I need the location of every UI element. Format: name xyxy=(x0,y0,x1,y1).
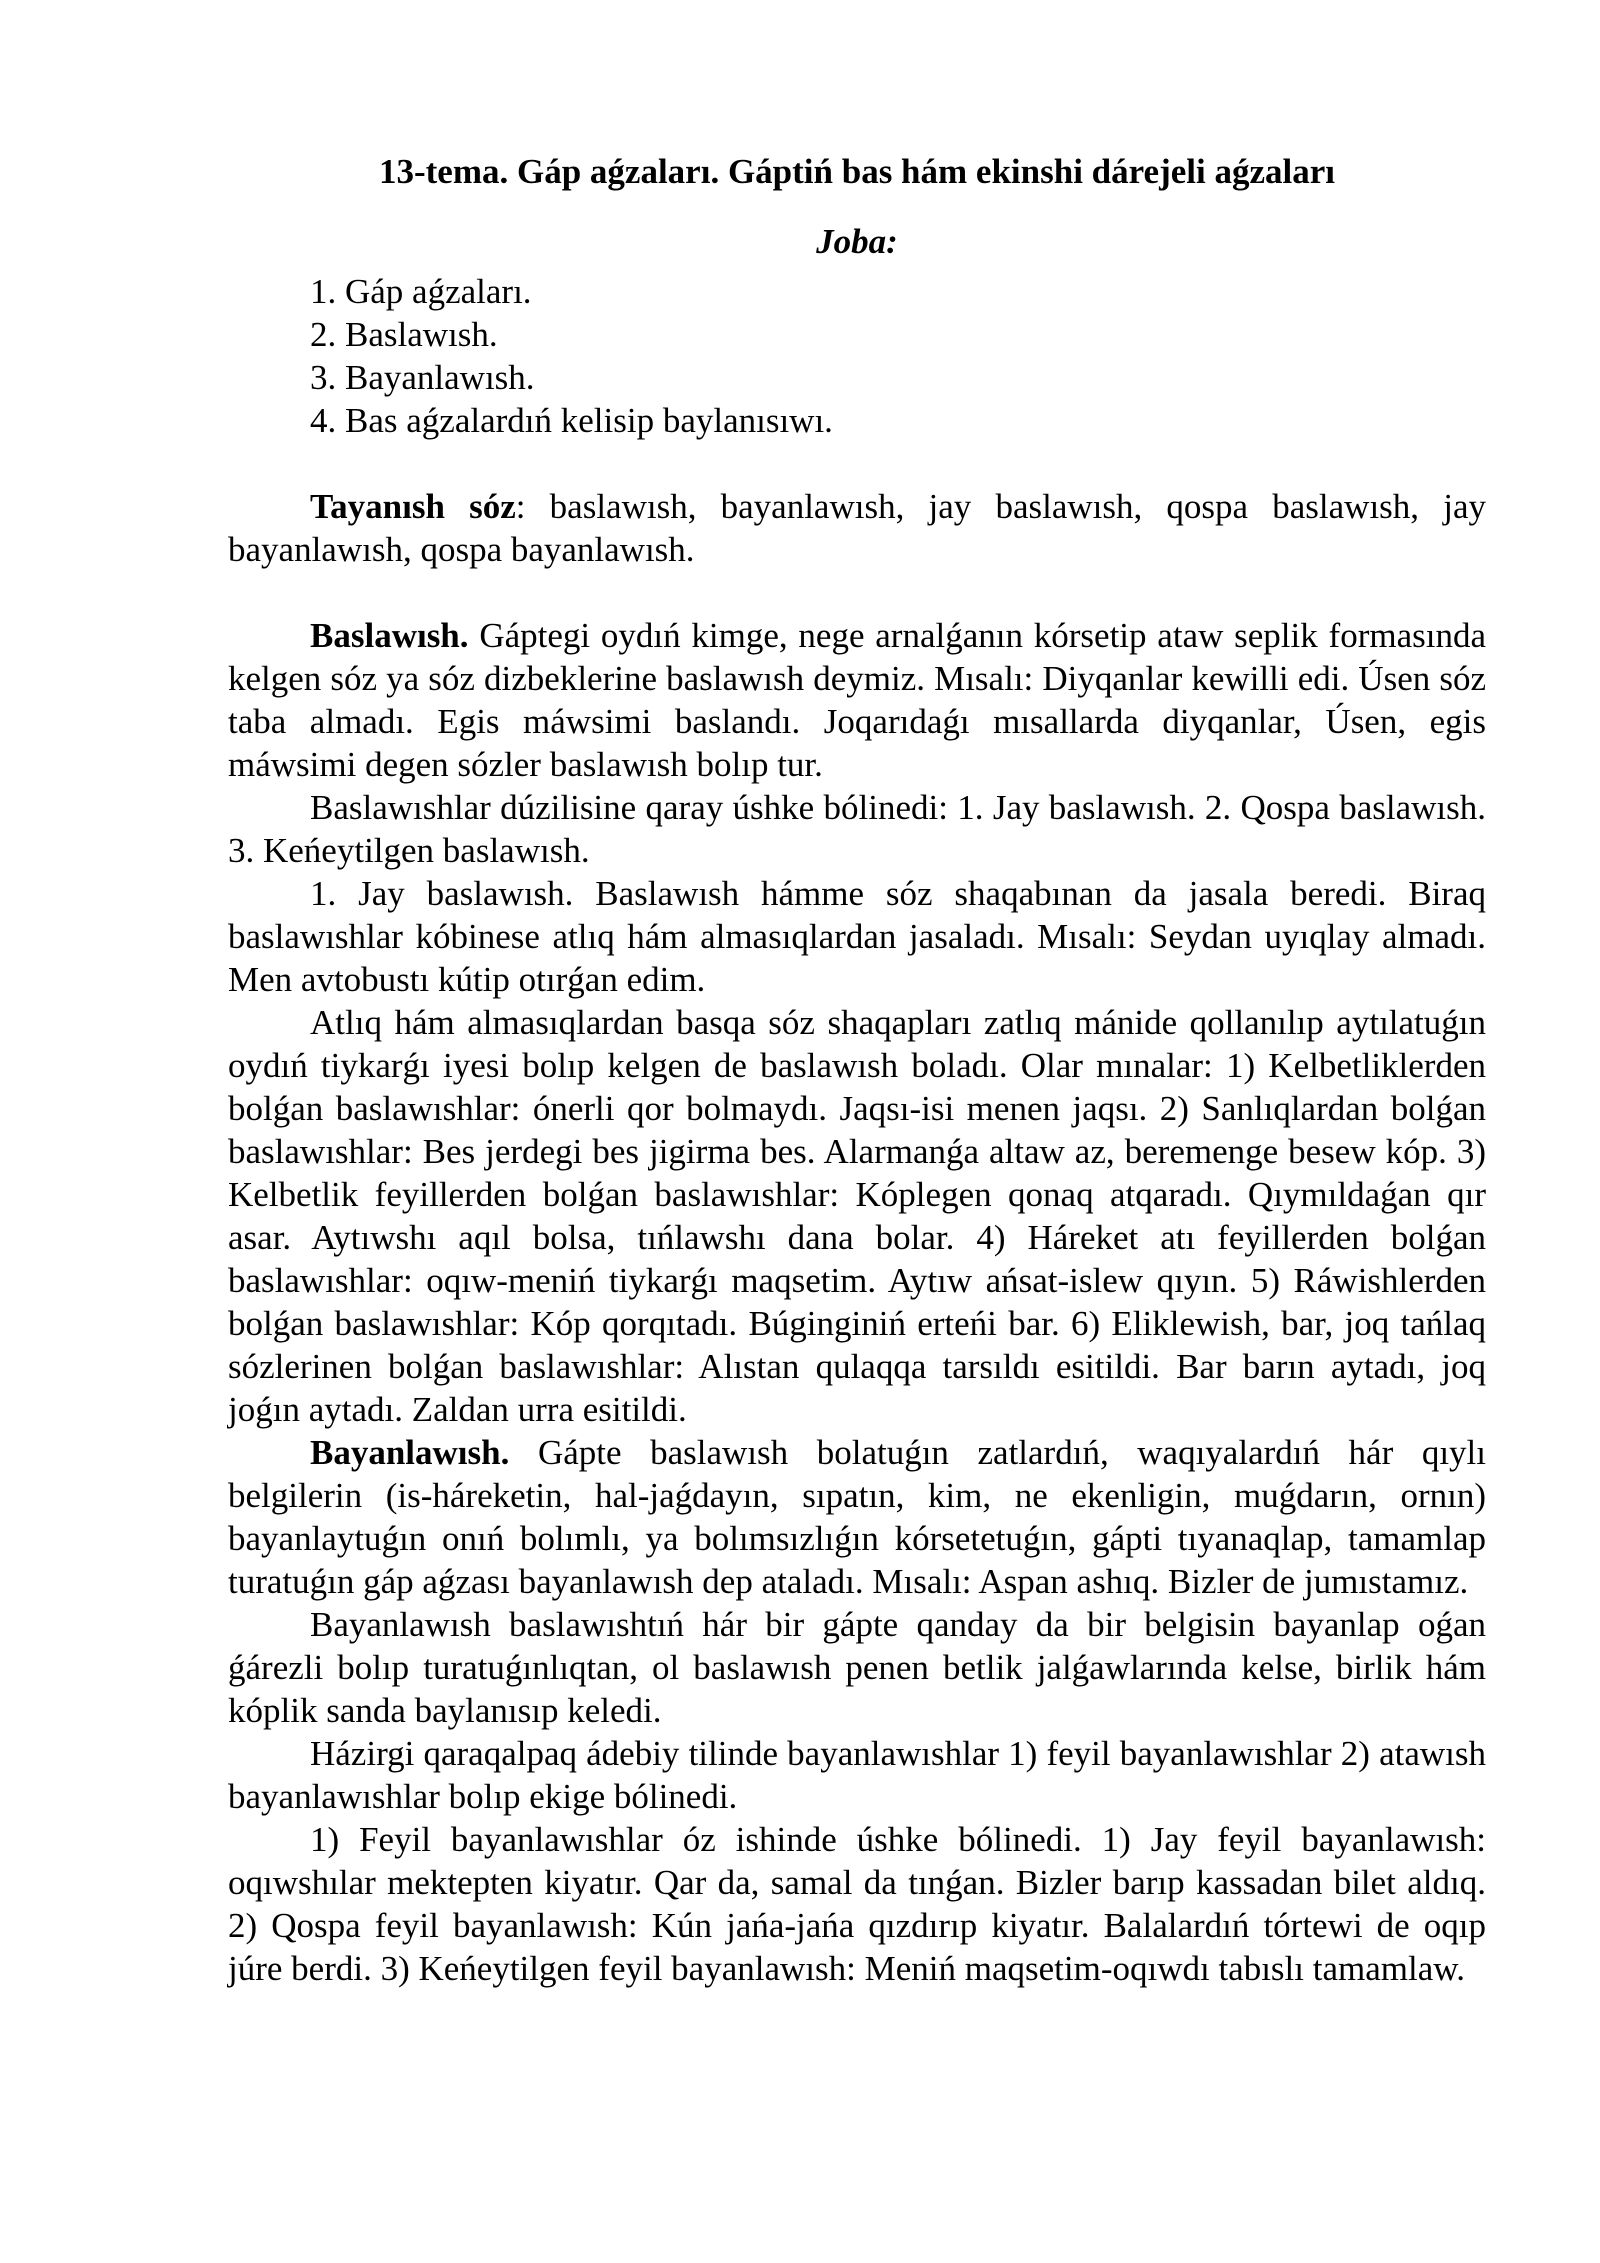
paragraph xyxy=(228,1732,1486,1818)
paragraph xyxy=(228,872,1486,1001)
plan-item: 1. Gáp aǵzaları. xyxy=(310,272,532,311)
page-title: 13-tema. Gáp aǵzaları. Gáptiń bas hám ekinshi dárejeli aǵzaları xyxy=(378,152,1335,191)
bold-run: Tayanısh sóz xyxy=(310,487,516,526)
paragraph xyxy=(228,1603,1486,1732)
paragraph xyxy=(228,614,1486,786)
paragraph xyxy=(228,1001,1486,1431)
text-run: Gáptegi oydıń kimge, nege arnalǵanın kórsetip ataw seplik formasında kelgen sóz ya sóz dizbeklerine baslawısh deymiz. Mısalı: Diyqanlar kewilli edi. Úsen sóz taba almadı. Egis máwsimi baslandı. Joqarıdaǵı mısallarda diyqanlar, Úsen, egis máwsimi degen sózler baslawısh bolıp tur. xyxy=(228,616,1486,784)
text-run: Atlıq hám almasıqlardan basqa sóz shaqapları zatlıq mánide qollanılıp aytılatuǵın oydıń tiykarǵı iyesi bolıp kelgen de baslawısh boladı. Olar mınalar: 1) Kelbetliklerden bolǵan baslawıshlar: ónerli qor bolmaydı. Jaqsı-isi menen jaqsı. 2) Sanlıqlardan bolǵan baslawıshlar: Bes jerdegi bes jigirma bes. Alarmanǵa altaw az, beremenge besew kóp. 3) Kelbetlik feyillerden bolǵan baslawıshlar: Kóplegen qonaq atqaradı. Qıymıldaǵan qır asar. Aytıwshı aqıl bolsa, tıńlawshı dana bolar. 4) Háreket atı feyillerden bolǵan baslawıshlar: oqıw-meniń tiykarǵı maqsetim. Aytıw ańsat-islew qıyın. 5) Ráwishlerden bolǵan baslawıshlar: Kóp qorqıtadı. Búginginiń erteńi bar. 6) Eliklewish, bar, joq tańlaq sózlerinen bolǵan baslawıshlar: Alıstan qulaqqa tarsıldı esitildi. Bar barın aytadı, joq joǵın aytadı. Zaldan urra esitildi. xyxy=(228,1003,1486,1429)
paragraph xyxy=(228,1431,1486,1603)
plan-item: 2. Baslawısh. xyxy=(310,315,498,354)
text-run: Bayanlawısh baslawıshtıń hár bir gápte qanday da bir belgisin bayanlap oǵan ǵárezli bolıp turatuǵınlıqtan, ol baslawısh penen betlik jalǵawlarında kelse, birlik hám kóplik sanda baylanısıp keledi. xyxy=(228,1605,1486,1730)
text-run: Baslawıshlar dúzilisine qaray úshke bólinedi: 1. Jay baslawısh. 2. Qospa baslawısh. 3. Keńeytilgen baslawısh. xyxy=(228,788,1486,870)
paragraph xyxy=(228,786,1486,872)
body-paragraphs xyxy=(228,485,1486,1990)
plan-list xyxy=(228,270,1486,442)
text-run: Gápte baslawısh bolatuǵın zatlardıń, waqıyalardıń hár qıylı belgilerin (is-háreketin, hal-jaǵdayın, sıpatın, kim, ne ekenligin, muǵdarın, ornın) bayanlaytuǵın onıń bolımlı, ya bolımsızlıǵın kórsetetuǵın, gápti tıyanaqlap, tamamlap turatuǵın gáp aǵzası bayanlawısh dep ataladı. Mısalı: Aspan ashıq. Bizler de jumıstamız. xyxy=(228,1433,1486,1601)
plan-heading: Joba: xyxy=(816,222,898,261)
paragraph xyxy=(228,1818,1486,1990)
plan-item: 3. Bayanlawısh. xyxy=(310,358,535,397)
plan-item: 4. Bas aǵzalardıń kelisip baylanısıwı. xyxy=(310,401,833,440)
text-run: : baslawısh, bayanlawısh, jay baslawısh, qospa baslawısh, jay bayanlawısh, qospa bayanlawısh. xyxy=(228,487,1486,569)
bold-run: Bayanlawısh. xyxy=(310,1433,510,1472)
paragraph xyxy=(228,485,1486,571)
text-run: 1. Jay baslawısh. Baslawısh hámme sóz shaqabınan da jasala beredi. Biraq baslawıshlar kóbinese atlıq hám almasıqlardan jasaladı. Mısalı: Seydan uyıqlay almadı. Men avtobustı kútip otırǵan edim. xyxy=(228,874,1486,999)
text-run: 1) Feyil bayanlawıshlar óz ishinde úshke bólinedi. 1) Jay feyil bayanlawısh: oqıwshılar mektepten kiyatır. Qar da, samal da tınǵan. Bizler barıp kassadan bilet aldıq. 2) Qospa feyil bayanlawısh: Kún jańa-jańa qızdırıp kiyatır. Balalardıń tórtewi de oqıp júre berdi. 3) Keńeytilgen feyil bayanlawısh: Meniń maqsetim-oqıwdı tabıslı tamamlaw. xyxy=(228,1820,1486,1988)
text-run: Házirgi qaraqalpaq ádebiy tilinde bayanlawıshlar 1) feyil bayanlawıshlar 2) atawısh bayanlawıshlar bolıp ekige bólinedi. xyxy=(228,1734,1486,1816)
bold-run: Baslawısh. xyxy=(310,616,469,655)
